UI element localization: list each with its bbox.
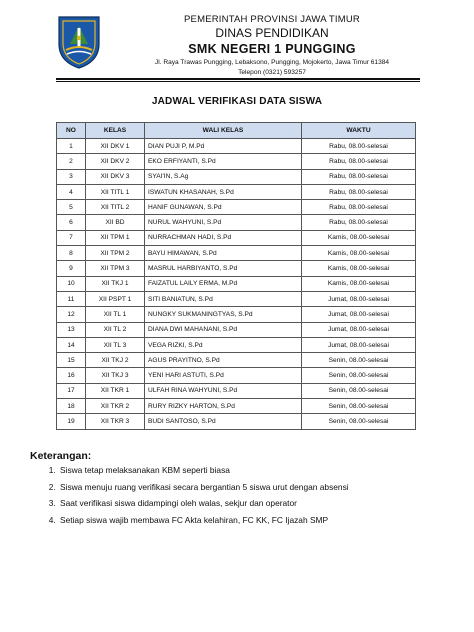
school-address: Jl. Raya Trawas Pungging, Lebaksono, Pungging, Mojokerto, Jawa Timur 61384 [154,59,390,66]
cell-kelas: XII TL 3 [86,337,145,352]
cell-no: 11 [57,291,86,306]
cell-kelas: XII TL 1 [86,307,145,322]
table-row [57,276,416,291]
cell-wali-kelas: DIAN PUJI P, M.Pd [145,139,302,154]
cell-waktu: Senin, 08.00-selesai [302,383,416,398]
cell-kelas: XII TKJ 3 [86,368,145,383]
east-java-emblem-logo [56,14,102,70]
cell-wali-kelas: HANIF GUNAWAN, S.Pd [145,200,302,215]
cell-no: 7 [57,230,86,245]
cell-wali-kelas: ISWATUN KHASANAH, S.Pd [145,184,302,199]
cell-no: 17 [57,383,86,398]
cell-waktu: Jumat, 08.00-selesai [302,307,416,322]
cell-waktu: Rabu, 08.00-selesai [302,169,416,184]
notes-title: Keterangan: [30,450,92,462]
cell-kelas: XII TKR 1 [86,383,145,398]
header-wali-kelas: WALI KELAS [145,123,302,139]
notes-list [42,462,458,528]
note-item: 3. Saat verifikasi siswa didampingi oleh walas, sekjur dan operator [58,495,458,512]
cell-no: 12 [57,307,86,322]
table-row [57,414,416,429]
note-item: 1. Siswa tetap melaksanakan KBM seperti biasa [58,462,458,479]
cell-kelas: XII TL 2 [86,322,145,337]
table-row [57,184,416,199]
cell-wali-kelas: AGUS PRAYITNO, S.Pd [145,353,302,368]
cell-waktu: Jumat, 08.00-selesai [302,322,416,337]
note-item: 2. Siswa menuju ruang verifikasi secara bergantian 5 siswa urut dengan absensi [58,479,458,496]
letterhead [112,14,432,77]
table-row [57,368,416,383]
cell-wali-kelas: EKO ERFIYANTI, S.Pd [145,154,302,169]
letterhead-rule-thick [56,78,420,80]
table-row [57,261,416,276]
cell-no: 14 [57,337,86,352]
cell-waktu: Senin, 08.00-selesai [302,368,416,383]
cell-kelas: XII TITL 1 [86,184,145,199]
table-row [57,200,416,215]
cell-wali-kelas: DIANA DWI MAHANANI, S.Pd [145,322,302,337]
table-row [57,215,416,230]
cell-waktu: Rabu, 08.00-selesai [302,184,416,199]
letterhead-rule-thin [56,81,420,82]
cell-wali-kelas: RURY RIZKY HARTON, S.Pd [145,399,302,414]
cell-kelas: XII TKJ 1 [86,276,145,291]
cell-no: 9 [57,261,86,276]
table-row [57,291,416,306]
cell-kelas: XII PSPT 1 [86,291,145,306]
cell-kelas: XII TPM 3 [86,261,145,276]
cell-kelas: XII DKV 1 [86,139,145,154]
cell-no: 15 [57,353,86,368]
cell-wali-kelas: NURRACHMAN HADI, S.Pd [145,230,302,245]
table-row [57,246,416,261]
cell-no: 19 [57,414,86,429]
table-row [57,169,416,184]
table-row [57,383,416,398]
cell-waktu: Senin, 08.00-selesai [302,399,416,414]
cell-no: 16 [57,368,86,383]
header-kelas: KELAS [86,123,145,139]
cell-wali-kelas: ULFAH RINA WAHYUNI, S.Pd [145,383,302,398]
cell-kelas: XII TKJ 2 [86,353,145,368]
cell-waktu: Rabu, 08.00-selesai [302,215,416,230]
table-header-row [57,123,416,139]
cell-no: 8 [57,246,86,261]
table-row [57,399,416,414]
cell-waktu: Rabu, 08.00-selesai [302,200,416,215]
table-row [57,322,416,337]
cell-wali-kelas: BUDI SANTOSO, S.Pd [145,414,302,429]
cell-no: 4 [57,184,86,199]
table-row [57,230,416,245]
cell-no: 6 [57,215,86,230]
cell-no: 18 [57,399,86,414]
cell-no: 1 [57,139,86,154]
cell-no: 5 [57,200,86,215]
cell-waktu: Kamis, 08.00-selesai [302,246,416,261]
cell-no: 3 [57,169,86,184]
cell-waktu: Jumat, 08.00-selesai [302,291,416,306]
cell-wali-kelas: NURUL WAHYUNI, S.Pd [145,215,302,230]
note-item: 4. Setiap siswa wajib membawa FC Akta kelahiran, FC KK, FC Ijazah SMP [58,512,458,529]
table-row [57,307,416,322]
document-title: JADWAL VERIFIKASI DATA SISWA [151,96,323,107]
cell-wali-kelas: BAYU HIMAWAN, S.Pd [145,246,302,261]
cell-no: 2 [57,154,86,169]
cell-wali-kelas: SITI BANIATUN, S.Pd [145,291,302,306]
cell-wali-kelas: VEGA RIZKI, S.Pd [145,337,302,352]
cell-waktu: Senin, 08.00-selesai [302,414,416,429]
cell-waktu: Jumat, 08.00-selesai [302,337,416,352]
cell-wali-kelas: YENI HARI ASTUTI, S.Pd [145,368,302,383]
table-row [57,337,416,352]
cell-kelas: XII DKV 2 [86,154,145,169]
cell-wali-kelas: MASRUL HARBIYANTO, S.Pd [145,261,302,276]
school-phone: Telepon (0321) 593257 [238,69,306,76]
school-name: SMK NEGERI 1 PUNGGING [188,42,356,56]
cell-kelas: XII TITL 2 [86,200,145,215]
cell-kelas: XII DKV 3 [86,169,145,184]
cell-wali-kelas: NUNGKY SUKMANINGTYAS, S.Pd [145,307,302,322]
header-no: NO [57,123,86,139]
government-name: PEMERINTAH PROVINSI JAWA TIMUR [184,14,360,25]
cell-waktu: Kamis, 08.00-selesai [302,261,416,276]
table-row [57,139,416,154]
cell-waktu: Rabu, 08.00-selesai [302,154,416,169]
cell-wali-kelas: FAIZATUL LAILY ERMA, M.Pd [145,276,302,291]
cell-kelas: XII BD [86,215,145,230]
table-row [57,353,416,368]
cell-waktu: Rabu, 08.00-selesai [302,139,416,154]
agency-name: DINAS PENDIDIKAN [215,26,329,40]
cell-kelas: XII TKR 3 [86,414,145,429]
cell-kelas: XII TKR 2 [86,399,145,414]
cell-waktu: Senin, 08.00-selesai [302,353,416,368]
cell-waktu: Kamis, 08.00-selesai [302,230,416,245]
schedule-table [56,122,416,430]
cell-waktu: Kamis, 08.00-selesai [302,276,416,291]
cell-kelas: XII TPM 1 [86,230,145,245]
table-row [57,154,416,169]
cell-no: 10 [57,276,86,291]
cell-no: 13 [57,322,86,337]
cell-kelas: XII TPM 2 [86,246,145,261]
cell-wali-kelas: SYAI'IN, S.Ag [145,169,302,184]
header-waktu: WAKTU [302,123,416,139]
